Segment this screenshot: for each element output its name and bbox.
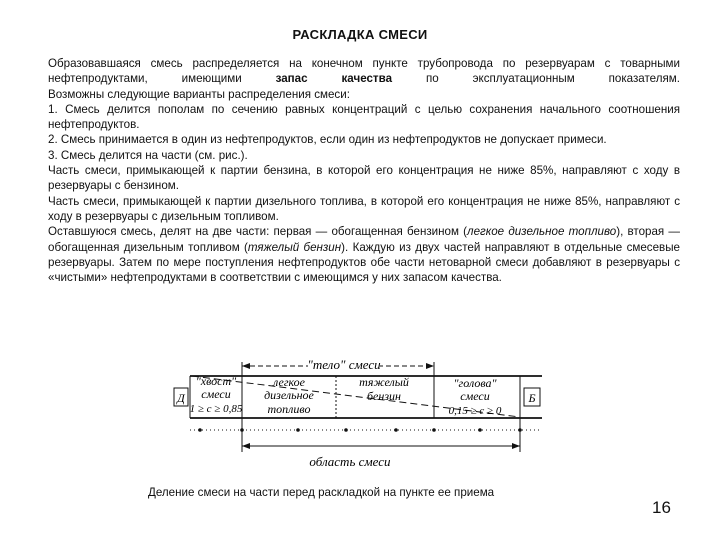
paragraph-option-1: 1. Смесь делится пополам по сечению равных концентраций с целью сохранения начального соотношения нефтепродуктов. xyxy=(48,102,680,132)
light-diesel-label-1: легкое xyxy=(272,375,306,389)
body-label: "тело" смеси xyxy=(307,357,381,372)
intro-text-start: Образовавшаяся смесь распределяется на конечном пункте трубопровода по резервуарам с товарными нефтепродуктами, имеющими xyxy=(48,57,680,86)
intro-text-end: по эксплуатационным показателям. xyxy=(392,72,680,86)
right-product-letter: Б xyxy=(528,391,536,405)
paragraph-diesel-part: Часть смеси, примыкающей к партии дизельного топлива, в которой его концентрация не ниже 85%, направляют с ходу в резервуары с дизельным топливом. xyxy=(48,194,680,223)
axis-dot-7 xyxy=(478,428,482,432)
tail-label-2: смеси xyxy=(201,387,231,401)
light-diesel-label-3: топливо xyxy=(267,402,311,416)
region-arrow-right xyxy=(512,443,520,449)
head-label-1: "голова" xyxy=(453,376,497,390)
heavy-gasoline-label-1: тяжелый xyxy=(359,375,409,389)
axis-dot-4 xyxy=(344,428,348,432)
head-label-2: смеси xyxy=(460,389,490,403)
paragraph-gasoline-part: Часть смеси, примыкающей к партии бензина, в которой его концентрация не ниже 85%, направляют с ходу в резервуары с бензином. xyxy=(48,164,680,193)
light-diesel-term: легкое дизельное топливо xyxy=(467,225,617,239)
axis-dot-3 xyxy=(296,428,300,432)
paragraph-option-3: 3. Смесь делится на части (см. рис.). xyxy=(48,148,248,162)
remaining-text-2: ), вторая — обогащенная дизельным топливом ( xyxy=(48,225,680,254)
head-range: 0,15 ≥ c ≥ 0 xyxy=(448,405,502,417)
figure-caption: Деление смеси на части перед раскладкой на пункте ее приема xyxy=(148,486,495,499)
axis-dot-8 xyxy=(518,428,522,432)
region-arrow-left xyxy=(242,443,250,449)
paragraph-option-2: 2. Смесь принимается в один из нефтепродуктов, если один из нефтепродуктов не допускает примеси. xyxy=(48,133,607,147)
page-title: РАСКЛАДКА СМЕСИ xyxy=(292,27,428,42)
mix-division-figure xyxy=(170,352,550,474)
paragraph-remaining-mix xyxy=(48,224,680,285)
remaining-text-1: Оставшуюся смесь, делят на две части: первая — обогащенная бензином ( xyxy=(48,225,468,239)
remaining-text-3: ). Каждую из двух частей направляют в отдельные смесевые резервуары. Затем по мере поступления нефтепродуктов обе части нетоварной смеси добавляют в резервуары с «чистыми» нефтепродуктами в соответствии с имеющимся у них запасом качества. xyxy=(48,240,680,285)
axis-dot-2 xyxy=(240,428,244,432)
tail-range: 1 ≥ c ≥ 0,85 xyxy=(189,403,243,415)
region-label: область смеси xyxy=(309,454,391,469)
axis-dot-5 xyxy=(394,428,398,432)
heavy-gasoline-label-2: бензин xyxy=(367,389,401,403)
light-diesel-label-2: дизельное xyxy=(264,388,314,402)
intro-bold-term: запас качества xyxy=(275,72,393,86)
tail-label-1: "хвост" xyxy=(195,374,237,388)
paragraph-intro xyxy=(48,56,680,87)
axis-dot-6 xyxy=(432,428,436,432)
paragraph-variants: Возможны следующие варианты распределения смеси: xyxy=(48,87,350,101)
left-product-letter: Д xyxy=(177,391,185,405)
body-text xyxy=(48,56,680,285)
heavy-gasoline-term: тяжелый бензин xyxy=(247,240,342,254)
axis-dot-1 xyxy=(198,428,202,432)
body-arrow-left xyxy=(242,363,250,369)
body-arrow-right xyxy=(426,363,434,369)
page-number: 16 xyxy=(652,498,671,517)
